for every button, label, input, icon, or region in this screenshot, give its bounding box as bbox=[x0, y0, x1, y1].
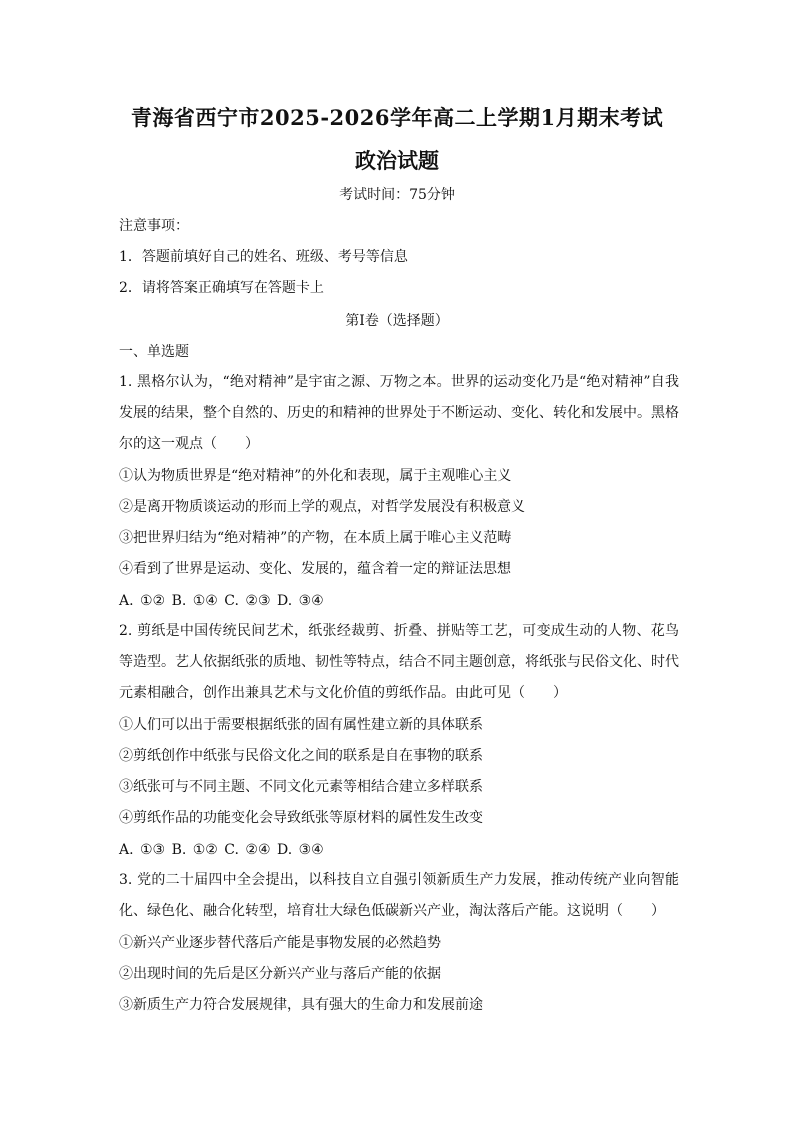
question-2-statement: ②剪纸创作中纸张与民俗文化之间的联系是自在事物的联系 bbox=[119, 748, 483, 764]
question-1-statement: ①认为物质世界是“绝对精神”的外化和表现，属于主观唯心主义 bbox=[119, 468, 512, 484]
question-2-statement: ①人们可以出于需要根据纸张的固有属性建立新的具体联系 bbox=[119, 717, 483, 733]
question-3-statement: ②出现时间的先后是区分新兴产业与落后产能的依据 bbox=[119, 966, 441, 982]
question-1-statement: ④看到了世界是运动、变化、发展的，蕴含着一定的辩证法思想 bbox=[119, 561, 511, 577]
section-heading: 一、单选题 bbox=[119, 344, 189, 360]
note-item: 1．答题前填好自己的姓名、班级、考号等信息 bbox=[119, 249, 408, 265]
exam-time: 考试时间：75分钟 bbox=[339, 187, 455, 203]
note-item: 2．请将答案正确填写在答题卡上 bbox=[119, 280, 324, 296]
question-3-statement: ①新兴产业逐步替代落后产能是事物发展的必然趋势 bbox=[119, 935, 441, 951]
question-3-statement: ③新质生产力符合发展规律，具有强大的生命力和发展前途 bbox=[119, 997, 483, 1013]
question-2-stem: 2. 剪纸是中国传统民间艺术，纸张经裁剪、折叠、拼贴等工艺，可变成生动的人物、花鸟等造型。艺人依据纸张的质地、韧性等特点，结合不同主题创意，将纸张与民俗文化、时代元素相融合，创作出兼具艺术与文化价值的剪纸作品。由此可见（ ） bbox=[119, 623, 679, 701]
notes-heading: 注意事项： bbox=[119, 218, 189, 234]
question-2-statement: ④剪纸作品的功能变化会导致纸张等原材料的属性发生改变 bbox=[119, 810, 483, 826]
question-1-stem: 1. 黑格尔认为，“绝对精神”是宇宙之源、万物之本。世界的运动变化乃是“绝对精神”自我发展的结果，整个自然的、历史的和精神的世界处于不断运动、变化、转化和发展中。黑格尔的这一观点（ ） bbox=[119, 374, 679, 452]
question-1-statement: ③把世界归结为“绝对精神”的产物，在本质上属于唯心主义范畴 bbox=[119, 530, 512, 546]
question-3-stem: 3. 党的二十届四中全会提出，以科技自立自强引领新质生产力发展，推动传统产业向智能化、绿色化、融合化转型，培育壮大绿色低碳新兴产业，淘汰落后产能。这说明（ ） bbox=[119, 872, 679, 919]
subject-title: 政治试题 bbox=[355, 148, 439, 173]
question-2-statement: ③纸张可与不同主题、不同文化元素等相结合建立多样联系 bbox=[119, 779, 483, 795]
question-2-options: A. ①③ B. ①② C. ②④ D. ③④ bbox=[119, 842, 324, 858]
volume-heading: 第I卷（选择题） bbox=[345, 313, 449, 329]
exam-title: 青海省西宁市2025-2026学年高二上学期1月期末考试 bbox=[130, 105, 664, 130]
question-1-options: A. ①② B. ①④ C. ②③ D. ③④ bbox=[119, 593, 324, 609]
question-1-statement: ②是离开物质谈运动的形而上学的观点，对哲学发展没有积极意义 bbox=[119, 499, 525, 515]
